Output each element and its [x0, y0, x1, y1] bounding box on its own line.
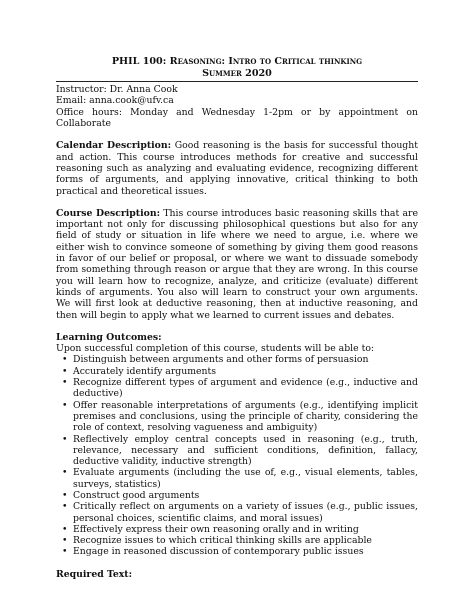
syllabus-content	[56, 56, 418, 580]
learning-outcome-item	[56, 524, 418, 535]
learning-outcomes-heading	[56, 332, 418, 343]
learning-outcome-text: Evaluate arguments (including the use of, e.g., visual elements, tables, surveys, statistics)	[73, 467, 418, 490]
learning-outcome-item	[56, 400, 418, 434]
learning-outcome-item	[56, 546, 418, 557]
bullet-icon: •	[62, 399, 68, 411]
title-divider	[56, 81, 418, 82]
learning-outcome-item	[56, 467, 418, 490]
course-title-line-2: Summer 2020	[202, 67, 272, 79]
course-title	[56, 56, 418, 79]
learning-outcomes-intro: Upon successful completion of this course, students will be able to:	[56, 343, 375, 355]
bullet-icon: •	[62, 501, 68, 513]
learning-outcomes-list	[56, 354, 418, 557]
bullet-icon: •	[62, 433, 68, 445]
bullet-icon: •	[62, 546, 68, 558]
learning-outcome-text: Construct good arguments	[73, 489, 200, 501]
learning-outcome-text: Engage in reasoned discussion of contemporary public issues	[73, 546, 364, 558]
bullet-icon: •	[62, 535, 68, 547]
bullet-icon: •	[62, 467, 68, 479]
learning-outcome-text: Effectively express their own reasoning orally and in writing	[73, 523, 359, 535]
calendar-description-heading: Calendar Description:	[56, 140, 172, 152]
learning-outcome-text: Critically reflect on arguments on a variety of issues (e.g., public issues, personal choices, scientific claims, and moral issues)	[73, 501, 418, 524]
bullet-icon: •	[62, 354, 68, 366]
instructor-name: Instructor: Dr. Anna Cook	[56, 84, 178, 96]
course-description-text: This course introduces basic reasoning skills that are important not only for discussing philosophical questions but also for any field of study or situation in life where we need to argue, i.e. where we either wish to convince someone of something by giving them good reasons in favor of our belief or proposal, or where we want to dissuade somebody from something through reason or argue that they are wrong. In this course you will learn how to recognize, analyze, and criticize (evaluate) different kinds of arguments. You also will learn to construct your own arguments. We will first look at deductive reasoning, then at inductive reasoning, and then will begin to apply what we learned to current issues and debates.	[56, 207, 418, 321]
learning-outcome-item	[56, 354, 418, 365]
learning-outcomes-heading-text: Learning Outcomes:	[56, 331, 162, 343]
required-text	[56, 569, 418, 580]
bullet-icon: •	[62, 523, 68, 535]
instructor-info	[56, 84, 418, 129]
course-description-heading: Course Description:	[56, 207, 161, 219]
learning-outcome-item	[56, 535, 418, 546]
course-description	[56, 208, 418, 321]
learning-outcome-item	[56, 377, 418, 400]
learning-outcome-text: Accurately identify arguments	[73, 365, 217, 377]
bullet-icon: •	[62, 489, 68, 501]
learning-outcome-text: Reflectively employ central concepts used in reasoning (e.g., truth, relevance, necessary and sufficient conditions, definition, fallacy, deductive validity, inductive strength)	[73, 433, 418, 468]
learning-outcome-text: Recognize issues to which critical thinking skills are applicable	[73, 535, 372, 547]
bullet-icon: •	[62, 365, 68, 377]
learning-outcome-item	[56, 501, 418, 524]
bullet-icon: •	[62, 377, 68, 389]
learning-outcome-text: Distinguish between arguments and other forms of persuasion	[73, 354, 369, 366]
learning-outcomes	[56, 332, 418, 558]
course-title-line-1: PHIL 100: Reasoning: Intro to Critical thinking	[111, 56, 363, 67]
calendar-description	[56, 140, 418, 196]
learning-outcome-item	[56, 490, 418, 501]
required-text-heading: Required Text:	[56, 568, 133, 580]
learning-outcome-item	[56, 366, 418, 377]
instructor-email: Email: anna.cook@ufv.ca	[56, 95, 174, 107]
learning-outcome-text: Recognize different types of argument and evidence (e.g., inductive and deductive)	[73, 377, 418, 400]
calendar-description-text: Good reasoning is the basis for successful thought and action. This course introduces methods for creative and successful reasoning such as analyzing and evaluating evidence, recognizing different forms of arguments, and applying innovative, critical thinking to both practical and theoretical issues.	[56, 140, 418, 197]
office-hours: Office hours: Monday and Wednesday 1-2pm or by appointment on Collaborate	[56, 106, 418, 130]
learning-outcome-item	[56, 434, 418, 468]
learning-outcome-text: Offer reasonable interpretations of arguments (e.g., identifying implicit premises and conclusions, using the principle of charity, considering the role of context, resolving vagueness and ambiguity)	[73, 399, 418, 434]
